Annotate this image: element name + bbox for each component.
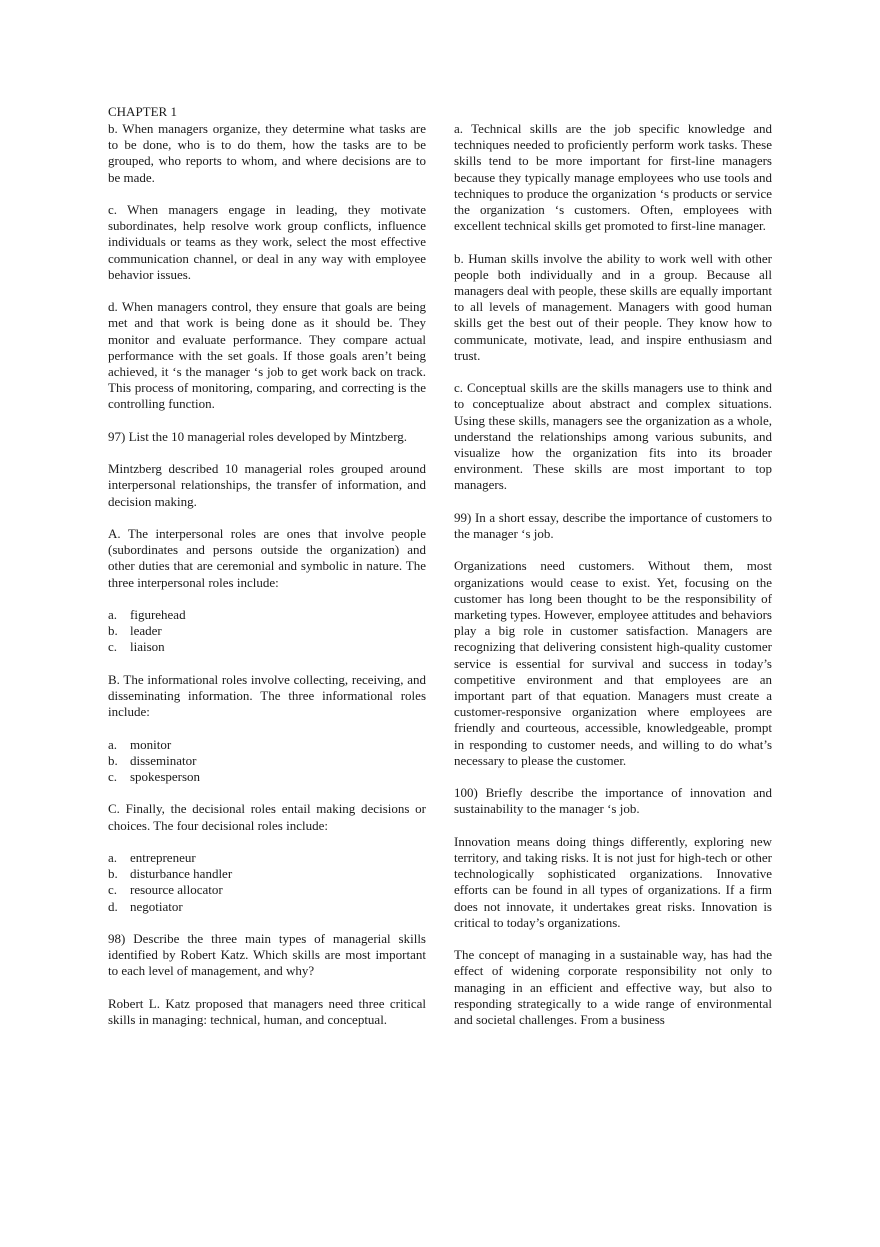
question-99: 99) In a short essay, describe the importance of customers to the manager ‘s job. [454,509,772,542]
paragraph-customers: Organizations need customers. Without them, most organizations would cease to exist. Yet, focusing on the customer has long been thought to be the responsibility of marketing types. However, employee attitudes and behaviors play a big role in customer satisfaction. Managers are recognizing that delivering consistent high-quality customer service is essential for survival and success in today’s competitive environment and that employees are an important part of that equation. Managers must create a customer-responsive organization where employees are friendly and courteous, accessible, knowledgeable, prompt in responding to customer needs, and willing to do what’s necessary to please the customer. [454,558,772,768]
paragraph-innovation: Innovation means doing things differently, exploring new territory, and taking risks. It is not just for high-tech or other technologically sophisticated organizations. Innovative efforts can be found in all types of organizations. If a firm does not innovate, it undertakes great risks. Innovation is critical to today’s organizations. [454,833,772,930]
paragraph-organize: b. When managers organize, they determine what tasks are to be done, who is to do them, how the tasks are to be grouped, who reports to whom, and where decisions are to be made. [108,121,426,185]
list-item: b. disseminator [108,752,197,768]
decisional-roles-list [108,850,426,915]
paragraph-decisional-roles: C. Finally, the decisional roles entail making decisions or choices. The four decisional roles include: [108,801,426,833]
list-item: c. spokesperson [108,769,201,784]
interpersonal-roles-list [108,607,426,656]
paragraph-leading: c. When managers engage in leading, they motivate subordinates, help resolve work group conflicts, influence individuals or teams as they work, select the most effective communication channel, or deal in any way with employee behavior issues. [108,202,426,282]
paragraph-interpersonal-roles: A. The interpersonal roles are ones that involve people (subordinates and persons outside the organization) and other duties that are ceremonial and symbolic in nature. The three interpersonal roles include: [108,526,426,590]
question-100: 100) Briefly describe the importance of innovation and sustainability to the manager ‘s job. [454,785,772,817]
paragraph-informational-roles: B. The informational roles involve collecting, receiving, and disseminating information. The three informational roles include: [108,671,426,720]
list-item: c. resource allocator [108,882,223,898]
paragraph-control: d. When managers control, they ensure that goals are being met and that work is being done as it should be. They monitor and evaluate performance. They compare actual performance with the set goals. If those goals aren’t being achieved, it ‘s the manager ‘s job to get work back on track. This process of monitoring, comparing, and correcting is the controlling function. [108,299,426,412]
paragraph-mintzberg: Mintzberg described 10 managerial roles grouped around interpersonal relationships, the transfer of information, and decision making. [108,461,426,509]
chapter-heading: CHAPTER 1 [108,104,177,119]
paragraph-human-skills: b. Human skills involve the ability to work well with other people both individually and in a group. Because all managers deal with people, these skills are equally important to all levels of management. Managers with good human skills get the best out of their people. They know how to communicate, motivate, lead, and inspire enthusiasm and trust. [454,250,772,363]
question-97: 97) List the 10 managerial roles developed by Mintzberg. [108,428,408,444]
right-column [454,121,772,1044]
list-item: b. disturbance handler [108,866,233,882]
paragraph-conceptual-skills: c. Conceptual skills are the skills managers use to think and to conceptualize about abstract and complex situations. Using these skills, managers see the organization as a whole, understand the relationships among various subunits, and visualize how the organization fits into its broader environment. These skills are most important to top managers. [454,380,772,493]
informational-roles-list [108,737,426,786]
list-item: a. figurehead [108,607,186,622]
paragraph-katz: Robert L. Katz proposed that managers need three critical skills in managing: technical, human, and conceptual. [108,995,426,1027]
left-column [108,121,426,1044]
paragraph-sustainability: The concept of managing in a sustainable way, has had the effect of widening corporate responsibility not only to managing in an efficient and effective way, but also to responding strategically to a wide range of environmental and societal challenges. From a business [454,947,772,1028]
list-item: a. monitor [108,736,172,752]
paragraph-technical-skills: a. Technical skills are the job specific knowledge and techniques needed to proficiently perform work tasks. These skills tend to be more important for first-line managers because they typically manage employees who use tools and techniques to produce the organization ‘s products or service the organization ‘s customers. Often, employees with excellent technical skills get promoted to first-line manager. [454,121,772,234]
list-item: b. leader [108,623,162,639]
list-item: a. entrepreneur [108,849,196,865]
list-item: c. liaison [108,639,165,655]
list-item: d. negotiator [108,898,183,914]
question-98: 98) Describe the three main types of managerial skills identified by Robert Katz. Which skills are most important to each level of management, and why? [108,930,426,979]
